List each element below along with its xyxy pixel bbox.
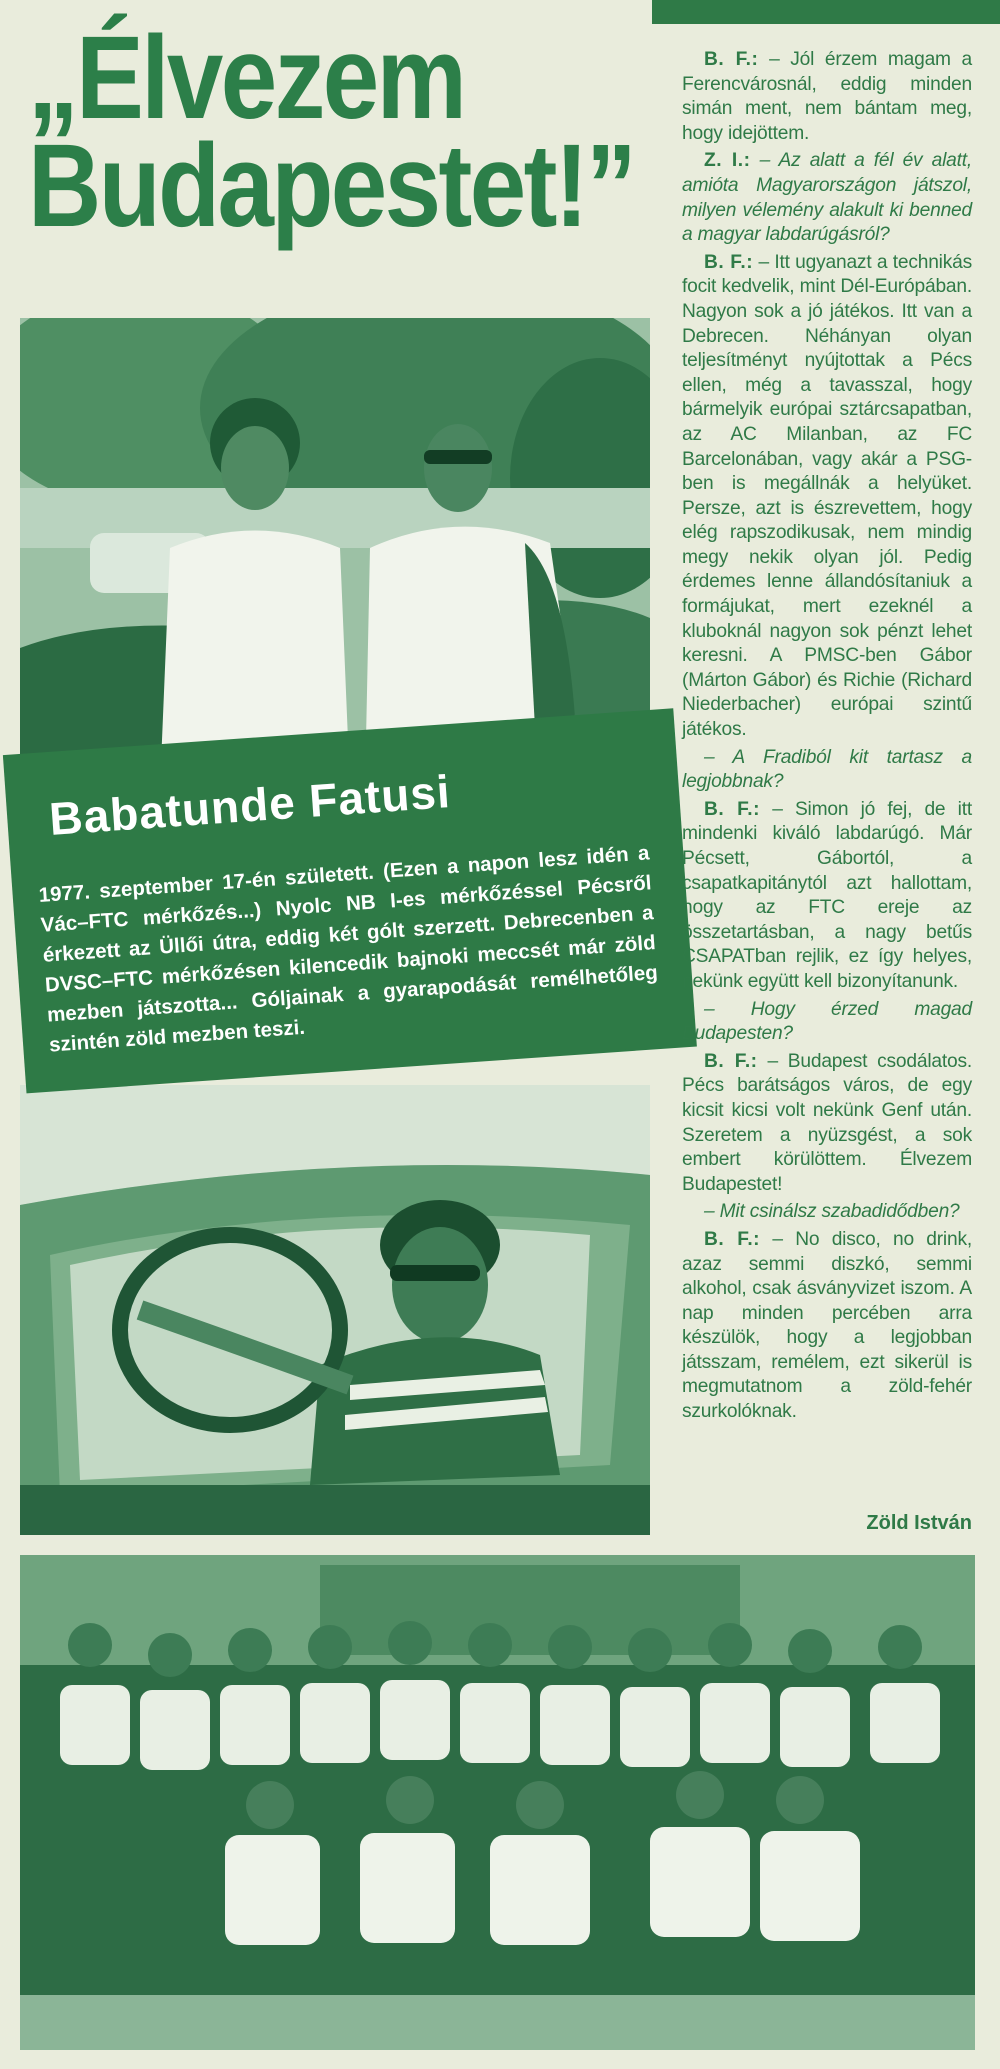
photo-team-group <box>20 1555 975 2050</box>
header-bar <box>652 0 1000 24</box>
paragraph-text: – Budapest csodálatos. Pécs barátságos város, de egy kicsit kicsi volt nekünk Genf után. Szeretem a nyüzsgést, a sok embert körülöttem. Élvezem Budapestet! <box>682 1050 972 1195</box>
interview-answer <box>682 48 972 146</box>
photo-player-in-car <box>20 1085 650 1535</box>
speaker-label: B. F.: <box>704 798 760 820</box>
paragraph-text: – Jól érzem magam a Ferencvárosnál, eddig minden simán ment, nem bántam meg, hogy idejöttem. <box>682 49 972 144</box>
paragraph-text: – Hogy érzed magad Budapesten? <box>682 998 972 1045</box>
headline-line-1: „Élvezem <box>28 12 465 144</box>
interview-question <box>682 1200 972 1225</box>
interview-question <box>682 149 972 247</box>
interview-question <box>682 746 972 795</box>
speaker-label: Z. I.: <box>704 150 751 172</box>
player-bio: 1977. szeptember 17-én született. (Ezen a napon lesz idén a Vác–FTC mérkőzés...) Nyolc NB I-es mérkőzéssel Pécsről érkezett az Üllői útra, eddig két gólt szerzett. Debrecenben a DVSC–FTC mérkőzésen kilencedik bajnoki meccsét már zöld mezben játszotta... Góljainak a gyarapodását remélhetőleg szintén zöld mezben teszi. <box>37 841 659 1057</box>
paragraph-text: – A Fradiból kit tartasz a legjobbnak? <box>682 746 972 793</box>
interview-answer <box>682 798 972 995</box>
author-byline: Zöld István <box>866 1512 972 1534</box>
headline-line-2: Budapestet!” <box>28 120 635 252</box>
headline <box>28 12 635 252</box>
paragraph-text: – Itt ugyanazt a technikás focit kedvelik, mint Dél-Európában. Nagyon sok a jó játékos. Itt van a Debrecen. Néhányan olyan teljesítményt nyújtottak a Pécs ellen, még a tavasszal, hogy bármelyik európai sztárcsapatban, az AC Milanban, az FC Barcelonában, vagy akár a PSG-ben is megállnák a helyüket. Persze, azt is észrevettem, hogy elég rapszodikusak, nem mindig megy nekik olyan jól. Pedig érdemes lenne állandósítaniuk a formájukat, mert ezeknél a kluboknál nagyon sok pénzt lehet keresni. A PMSC-ben Gábor (Márton Gábor) és Richie (Richard Niederbacher) európai szintű játékos. <box>682 251 972 741</box>
interview-answer <box>682 1228 972 1425</box>
interview-text <box>682 48 972 1428</box>
player-info-box <box>5 710 695 1091</box>
speaker-label: B. F.: <box>704 251 754 273</box>
paragraph-text: – Az alatt a fél év alatt, amióta Magyarországon játszol, milyen vélemény alakult ki benned a magyar labdarúgásról? <box>682 150 972 246</box>
interview-question <box>682 998 972 1047</box>
player-name: Babatunde Fatusi <box>47 765 453 845</box>
interview-answer <box>682 1050 972 1198</box>
paragraph-text: – Mit csinálsz szabadidődben? <box>704 1201 960 1223</box>
speaker-label: B. F.: <box>704 1228 761 1250</box>
paragraph-text: – No disco, no drink, azaz semmi diszkó, semmi alkohol, csak ásványvizet iszom. A nap minden percében arra készülök, hogy a legjobban játsszam, remélem, ezt sikerül is megmutatnom a zöld-fehér szurkolóknak. <box>682 1228 972 1423</box>
speaker-label: B. F.: <box>704 49 759 70</box>
interview-answer <box>682 251 972 743</box>
paragraph-text: – Simon jó fej, de itt mindenki kiváló labdarúgó. Már Pécsett, Gábortól, a csapatkapitánytól azt hallottam, hogy az FTC ereje az összetartásban, a nagy betűs CSAPATban rejlik, ez így helyes, nekünk együtt kell bizonyítanunk. <box>682 798 972 992</box>
speaker-label: B. F.: <box>704 1050 758 1072</box>
